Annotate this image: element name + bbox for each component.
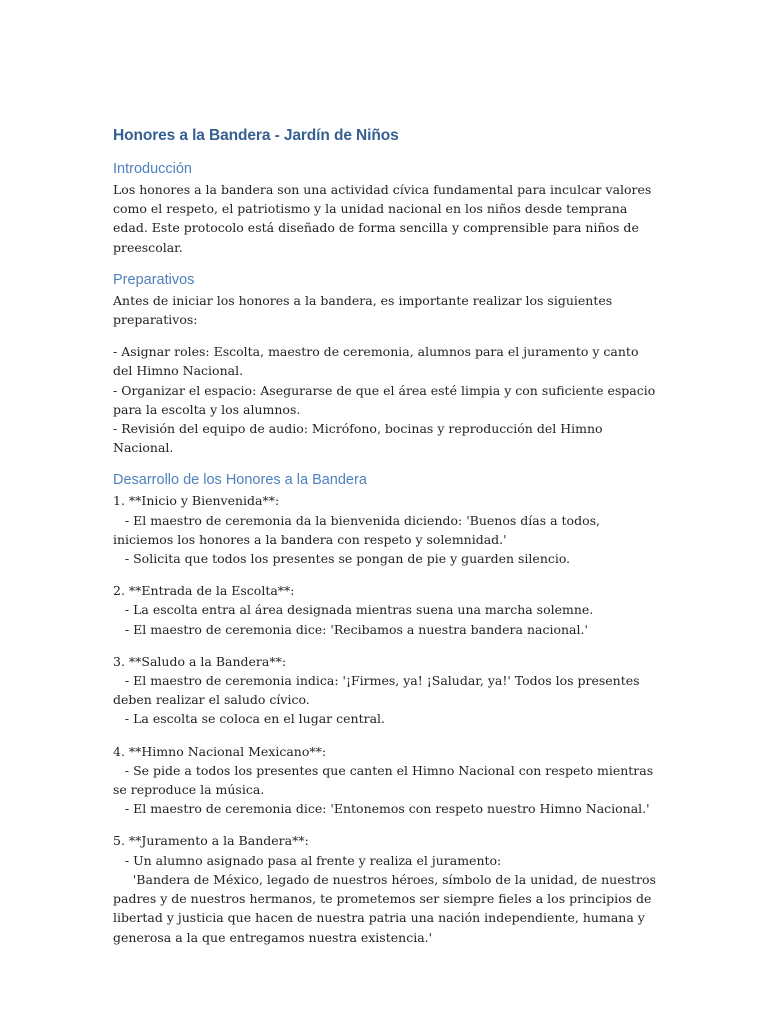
step-1 — [113, 491, 658, 568]
step-line: - Se pide a todos los presentes que canten el Himno Nacional con respeto mientras se reproduce la música. — [113, 762, 658, 798]
heading-desarrollo: Desarrollo de los Honores a la Bandera — [113, 472, 367, 489]
step-5 — [113, 831, 658, 946]
list-item: - Revisión del equipo de audio: Micrófono, bocinas y reproducción del Himno Nacional. — [113, 421, 607, 456]
step-title: 1. **Inicio y Bienvenida**: — [113, 493, 280, 509]
step-3 — [113, 652, 658, 729]
step-title: 2. **Entrada de la Escolta**: — [113, 583, 295, 599]
step-line: - La escolta se coloca en el lugar central. — [113, 711, 386, 727]
document-page — [113, 125, 658, 960]
step-line: - Un alumno asignado pasa al frente y realiza el juramento: — [113, 852, 502, 868]
heading-introduccion: Introducción — [113, 161, 192, 177]
step-line: - El maestro de ceremonia dice: 'Entonemos con respeto nuestro Himno Nacional.' — [113, 801, 650, 817]
list-item: - Asignar roles: Escolta, maestro de ceremonia, alumnos para el juramento y canto del Himno Nacional. — [113, 344, 643, 379]
step-4 — [113, 742, 658, 819]
step-line: - El maestro de ceremonia indica: '¡Firmes, ya! ¡Saludar, ya!' Todos los presentes deben realizar el saludo cívico. — [113, 673, 644, 708]
step-2 — [113, 581, 658, 639]
step-line: - El maestro de ceremonia dice: 'Recibamos a nuestra bandera nacional.' — [113, 621, 588, 637]
intro-paragraph: Los honores a la bandera son una actividad cívica fundamental para inculcar valores como el respeto, el patriotismo y la unidad nacional en los niños desde temprana edad. Este protocolo está diseñado de forma sencilla y comprensible para niños de preescolar. — [113, 182, 656, 255]
step-line: 'Bandera de México, legado de nuestros héroes, símbolo de la unidad, de nuestros padres y de nuestros hermanos, te prometemos ser siempre fieles a los principios de libertad y justicia que hacen de nuestra patria una nación independiente, humana y generosa a la que entregamos nuestra existencia.' — [113, 871, 660, 945]
heading-preparativos: Preparativos — [113, 271, 195, 288]
step-line: - La escolta entra al área designada mientras suena una marcha solemne. — [113, 602, 594, 618]
step-line: - Solicita que todos los presentes se pongan de pie y guarden silencio. — [113, 551, 571, 567]
section-introduccion — [113, 180, 658, 257]
preparativos-list — [113, 342, 658, 457]
step-title: 4. **Himno Nacional Mexicano**: — [113, 743, 327, 759]
step-title: 5. **Juramento a la Bandera**: — [113, 833, 309, 849]
list-item: - Organizar el espacio: Asegurarse de que el área esté limpia y con suficiente espacio para la escolta y los alumnos. — [113, 382, 660, 417]
step-line: - El maestro de ceremonia da la bienvenida diciendo: 'Buenos días a todos, iniciemos los honores a la bandera con respeto y solemnidad.' — [113, 512, 604, 547]
document-title: Honores a la Bandera - Jardín de Niños — [113, 127, 399, 144]
preparativos-intro: Antes de iniciar los honores a la bandera, es importante realizar los siguientes preparativos: — [113, 292, 617, 328]
section-preparativos-intro — [113, 291, 658, 329]
step-title: 3. **Saludo a la Bandera**: — [113, 653, 287, 669]
